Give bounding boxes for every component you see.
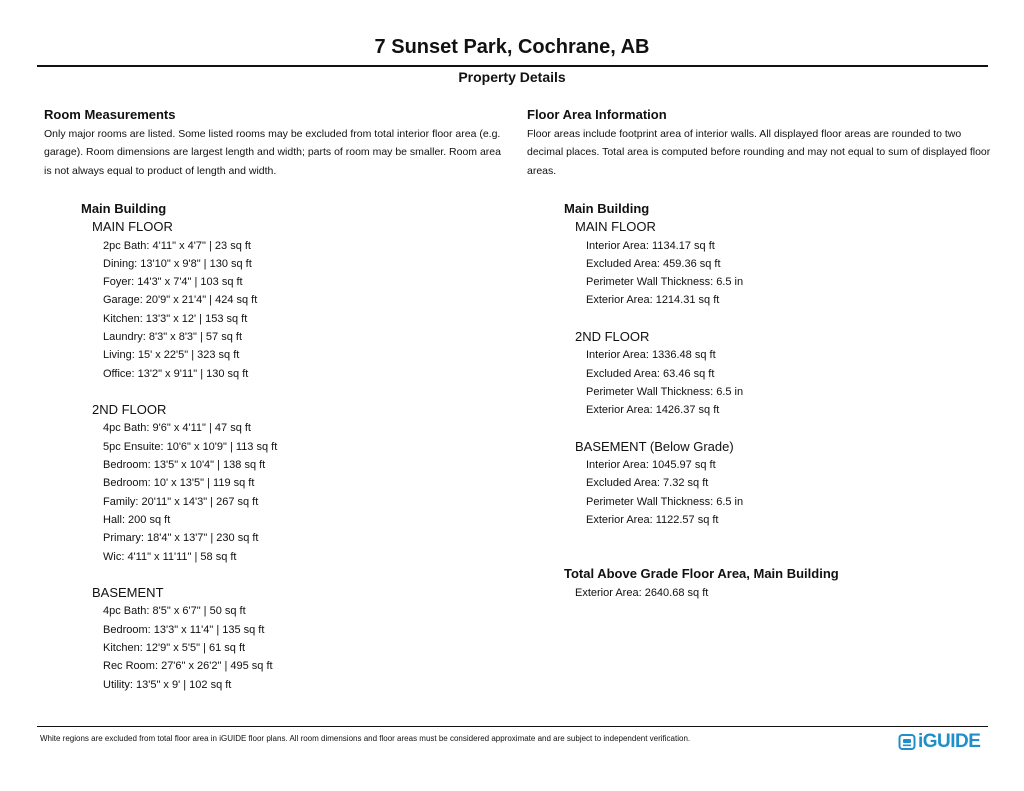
floor-area-description: Floor areas include footprint area of interior walls. All displayed floor areas are rounded to two decimal places. Total area is computed before rounding and may not equal to sum of displayed floor areas. <box>527 128 991 177</box>
room-line: 2pc Bath: 4'11" x 4'7" | 23 sq ft <box>103 239 251 252</box>
area-line: Interior Area: 1045.97 sq ft <box>586 459 716 472</box>
building-name: Main Building <box>81 201 167 217</box>
floor-name: BASEMENT <box>92 585 164 601</box>
header-divider <box>37 65 988 67</box>
room-measurements-description: Only major rooms are listed. Some listed rooms may be excluded from total interior floor area (e.g. garage). Room dimensions are largest length and width; parts of room may be smaller. Room area is not always equal to product of length and width. <box>44 128 501 177</box>
area-line: Perimeter Wall Thickness: 6.5 in <box>586 276 744 289</box>
building-name: Main Building <box>564 201 650 217</box>
room-measurements-heading: Room Measurements <box>44 107 176 122</box>
footer-divider <box>37 726 988 727</box>
floor-name: MAIN FLOOR <box>92 219 173 235</box>
floor-name: BASEMENT (Below Grade) <box>575 438 734 454</box>
total-area-line: Exterior Area: 2640.68 sq ft <box>575 586 709 599</box>
room-line: Kitchen: 13'3" x 12' | 153 sq ft <box>103 312 248 325</box>
area-line: Perimeter Wall Thickness: 6.5 in <box>586 385 744 398</box>
room-measurements-section <box>44 106 504 694</box>
room-line: Dining: 13'10" x 9'8" | 130 sq ft <box>103 257 252 270</box>
floor-area-section <box>527 106 997 602</box>
iguide-logo <box>898 731 980 753</box>
room-line: Primary: 18'4" x 13'7" | 230 sq ft <box>103 532 259 545</box>
room-line: Kitchen: 12'9" x 5'5" | 61 sq ft <box>103 642 246 655</box>
area-line: Exterior Area: 1214.31 sq ft <box>586 294 720 307</box>
floor-area-heading: Floor Area Information <box>527 107 667 122</box>
room-line: Laundry: 8'3" x 8'3" | 57 sq ft <box>103 331 243 343</box>
room-line: Family: 20'11" x 14'3" | 267 sq ft <box>103 495 259 508</box>
area-line: Excluded Area: 63.46 sq ft <box>586 367 715 380</box>
room-line: Rec Room: 27'6" x 26'2" | 495 sq ft <box>103 660 273 673</box>
floor-name: 2ND FLOOR <box>92 402 167 418</box>
room-line: Utility: 13'5" x 9' | 102 sq ft <box>103 678 232 691</box>
page-title: 7 Sunset Park, Cochrane, AB <box>374 36 650 58</box>
area-line: Interior Area: 1134.17 sq ft <box>586 239 715 252</box>
iguide-logo-text: iGUIDE <box>918 731 981 752</box>
room-line: Bedroom: 13'5" x 10'4" | 138 sq ft <box>103 459 266 472</box>
room-line: Office: 13'2" x 9'11" | 130 sq ft <box>103 367 249 380</box>
room-line: Foyer: 14'3" x 7'4" | 103 sq ft <box>103 276 243 289</box>
room-line: 4pc Bath: 8'5" x 6'7" | 50 sq ft <box>103 605 246 618</box>
footer-disclaimer: White regions are excluded from total floor area in iGUIDE floor plans. All room dimensions and floor areas must be considered approximate and are subject to independent verification. <box>40 734 691 743</box>
area-line: Excluded Area: 7.32 sq ft <box>586 477 709 490</box>
area-line: Exterior Area: 1122.57 sq ft <box>586 513 719 526</box>
floor-name: 2ND FLOOR <box>575 329 650 344</box>
iguide-logo-icon <box>898 733 916 751</box>
area-line: Perimeter Wall Thickness: 6.5 in <box>586 495 744 508</box>
area-line: Exterior Area: 1426.37 sq ft <box>586 404 720 417</box>
room-line: 5pc Ensuite: 10'6" x 10'9" | 113 sq ft <box>103 440 278 453</box>
floor-name: MAIN FLOOR <box>575 219 656 235</box>
room-line: Living: 15' x 22'5" | 323 sq ft <box>103 349 240 362</box>
page-subtitle: Property Details <box>458 69 566 85</box>
room-line: Wic: 4'11" x 11'11" | 58 sq ft <box>103 550 237 563</box>
area-line: Interior Area: 1336.48 sq ft <box>586 349 716 362</box>
room-line: Hall: 200 sq ft <box>103 513 171 526</box>
room-line: 4pc Bath: 9'6" x 4'11" | 47 sq ft <box>103 422 251 435</box>
area-line: Excluded Area: 459.36 sq ft <box>586 257 721 270</box>
room-line: Bedroom: 10' x 13'5" | 119 sq ft <box>103 477 255 490</box>
total-area-heading: Total Above Grade Floor Area, Main Building <box>564 566 839 582</box>
room-line: Garage: 20'9" x 21'4" | 424 sq ft <box>103 294 258 307</box>
room-line: Bedroom: 13'3" x 11'4" | 135 sq ft <box>103 623 265 636</box>
